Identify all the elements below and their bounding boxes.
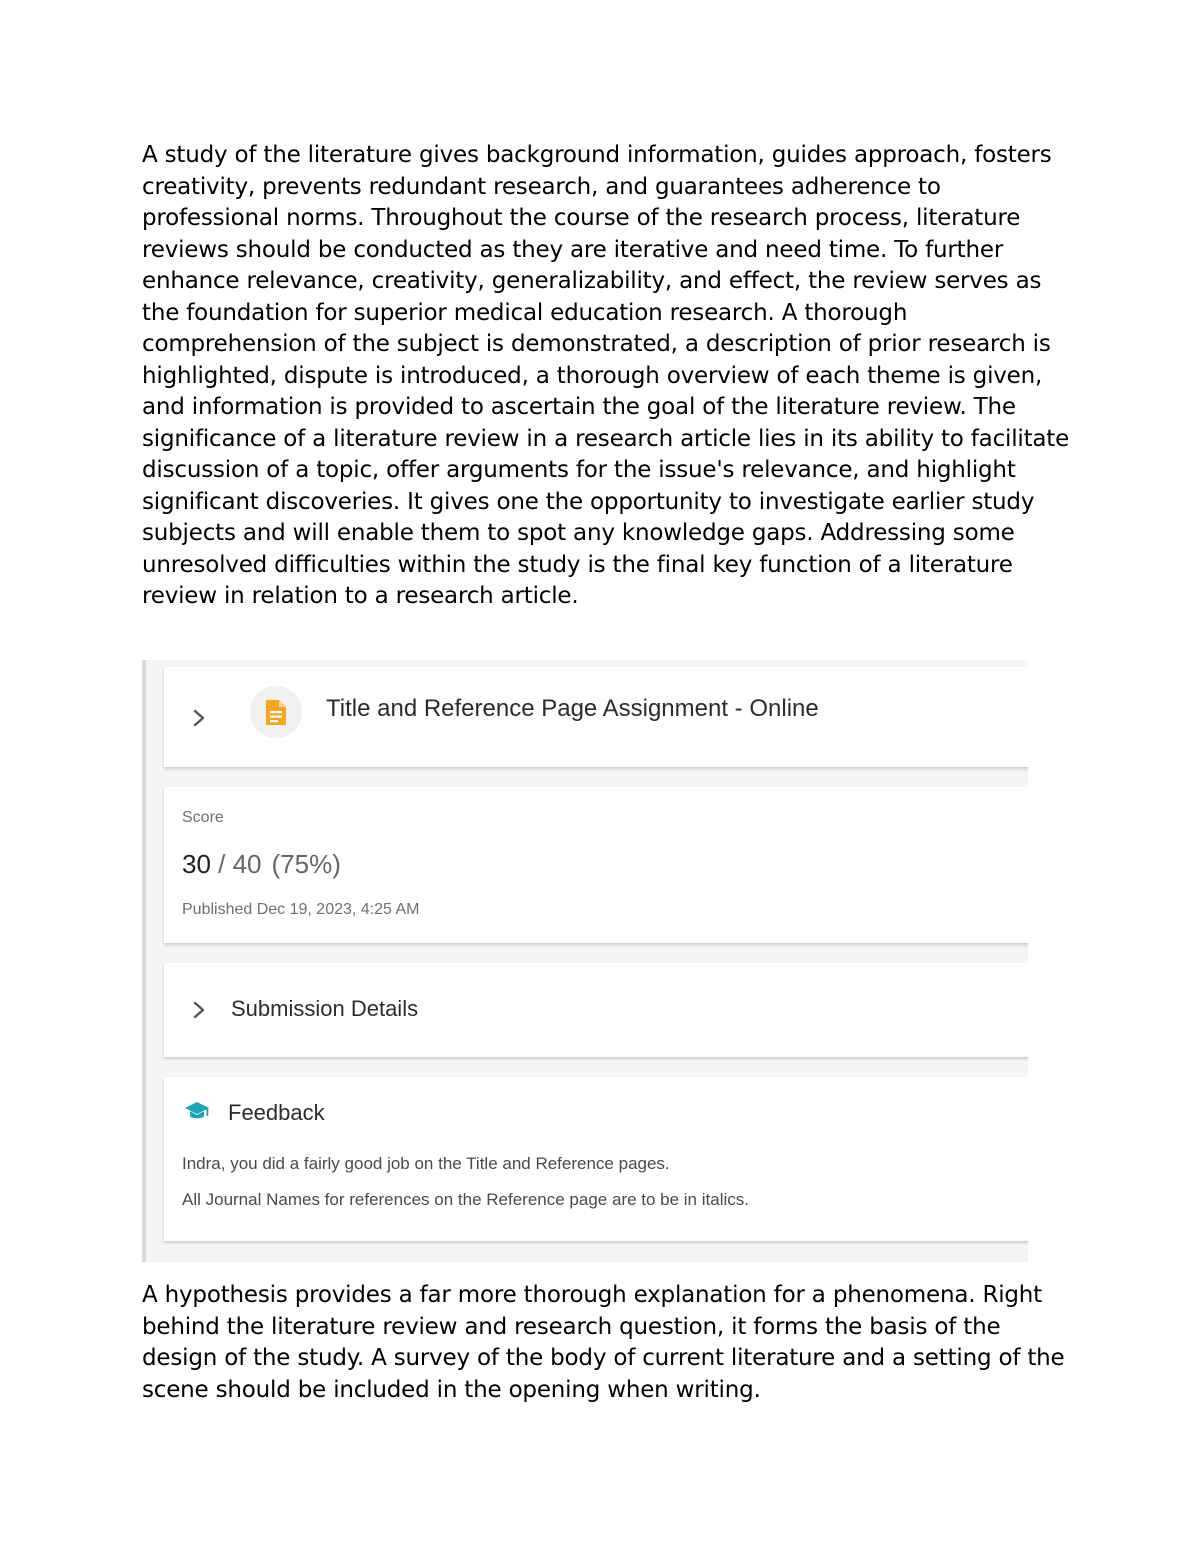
feedback-card	[164, 1077, 1028, 1241]
score-card	[164, 787, 1028, 943]
submission-details-label[interactable]: Submission Details	[231, 996, 419, 1021]
published-date: Published Dec 19, 2023, 4:25 AM	[182, 901, 420, 918]
score-earned: 30	[182, 849, 211, 879]
assignment-title[interactable]: Title and Reference Page Assignment - Online	[326, 695, 819, 722]
assignment-title-card[interactable]	[164, 667, 1028, 767]
score-line	[182, 849, 341, 880]
graduation-cap-icon	[184, 1101, 210, 1123]
feedback-line-2: All Journal Names for references on the Reference page are to be in italics.	[182, 1190, 749, 1209]
document-icon-circle	[250, 686, 302, 738]
score-label: Score	[182, 809, 224, 826]
feedback-line-1: Indra, you did a fairly good job on the Title and Reference pages.	[182, 1154, 670, 1173]
score-separator: /	[210, 849, 233, 879]
submission-details-card[interactable]	[164, 963, 1028, 1057]
feedback-title: Feedback	[228, 1100, 325, 1125]
gradebook-screenshot	[142, 660, 1028, 1262]
document-icon	[264, 699, 288, 726]
chevron-right-icon[interactable]	[188, 999, 210, 1021]
hypothesis-paragraph: A hypothesis provides a far more thorough explanation for a phenomena. Right behind the literature review and research question, it forms the basis of the design of the study. A survey of the body of current literature and a setting of the scene should be included in the opening when writing.	[142, 1282, 1065, 1403]
score-possible: 40	[232, 849, 262, 879]
intro-paragraph: A study of the literature gives background information, guides approach, fosters creativity, prevents redundant research, and guarantees adherence to professional norms. Throughout the course of the research process, literature reviews should be conducted as they are iterative and need time. To further enhance relevance, creativity, generalizability, and effect, the review serves as the foundation for superior medical education research. A thorough comprehension of the subject is demonstrated, a description of prior research is highlighted, dispute is introduced, a thorough overview of each theme is given, and information is provided to ascertain the goal of the literature review. The significance of a literature review in a research article lies in its ability to facilitate discussion of a topic, offer arguments for the issue's relevance, and highlight significant discoveries. It gives one the opportunity to investigate earlier study subjects and will enable them to spot any knowledge gaps. Addressing some unresolved difficulties within the study is the final key function of a literature review in relation to a research article.	[142, 142, 1070, 609]
score-percent: (75%)	[271, 849, 341, 879]
chevron-right-icon[interactable]	[188, 707, 210, 729]
screenshot-edge	[142, 660, 146, 1262]
